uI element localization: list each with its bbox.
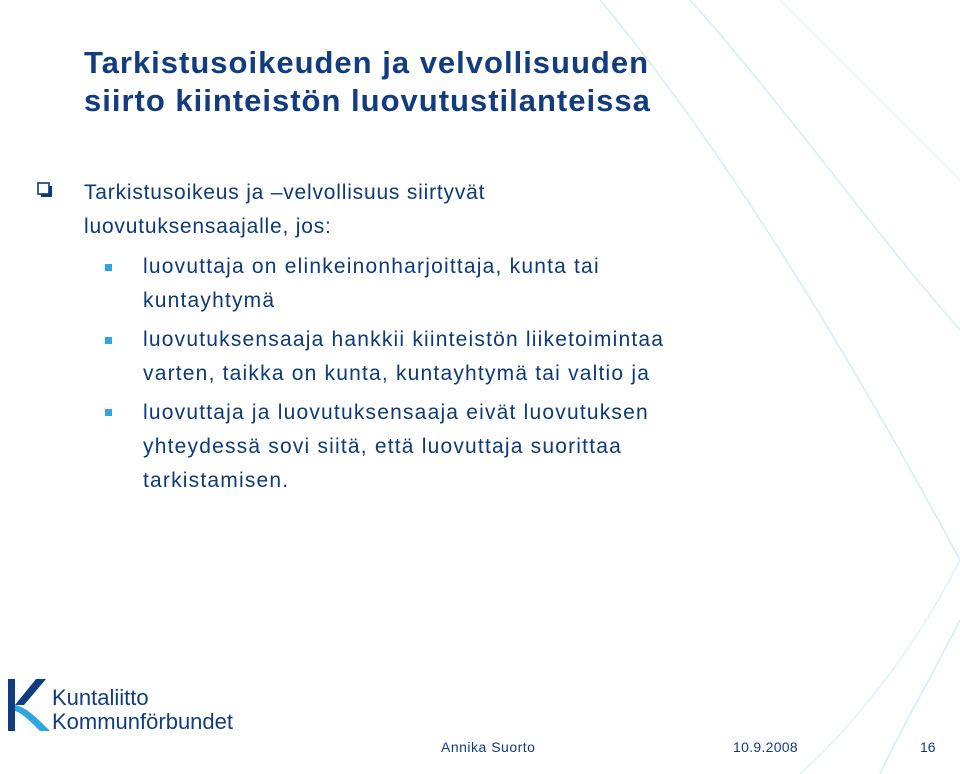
logo-line-2: Kommunförbundet	[52, 709, 233, 734]
sub-bullet-3-line-2: yhteydessä sovi siitä, että luovuttaja suorittaa	[143, 435, 622, 458]
checkbox-bullet-icon	[37, 182, 53, 198]
sub-bullet-3-line-3: tarkistamisen.	[143, 469, 290, 492]
footer-author: Annika Suorto	[441, 739, 536, 755]
sub-bullet-2	[143, 323, 833, 391]
sub-bullet-1-line-1: luovuttaja on elinkeinonharjoittaja, kunta tai	[143, 255, 600, 278]
sub-bullet-1	[143, 250, 833, 318]
logo-text	[52, 686, 233, 734]
main-bullet	[84, 176, 684, 244]
main-bullet-line-1: Tarkistusoikeus ja –velvollisuus siirtyvät	[84, 181, 486, 204]
footer-date: 10.9.2008	[733, 739, 798, 755]
sub-bullet-3	[143, 396, 833, 498]
sub-bullet-2-line-1: luovutuksensaaja hankkii kiinteistön liiketoimintaa	[143, 328, 665, 351]
square-bullet-icon	[105, 264, 112, 271]
title-line-1: Tarkistusoikeuden ja velvollisuuden	[84, 45, 650, 80]
logo-line-1: Kuntaliitto	[52, 685, 149, 710]
sub-bullet-1-line-2: kuntayhtymä	[143, 289, 276, 312]
square-bullet-icon	[105, 337, 112, 344]
footer-page-number: 16	[920, 739, 936, 755]
slide-title	[84, 44, 844, 120]
main-bullet-line-2: luovutuksensaajalle, jos:	[84, 215, 332, 238]
title-line-2: siirto kiinteistön luovutustilanteissa	[84, 83, 651, 118]
sub-bullet-2-line-2: varten, taikka on kunta, kuntayhtymä tai valtio ja	[143, 362, 651, 385]
square-bullet-icon	[105, 409, 112, 416]
sub-bullet-3-line-1: luovuttaja ja luovutuksensaaja eivät luovutuksen	[143, 401, 649, 424]
